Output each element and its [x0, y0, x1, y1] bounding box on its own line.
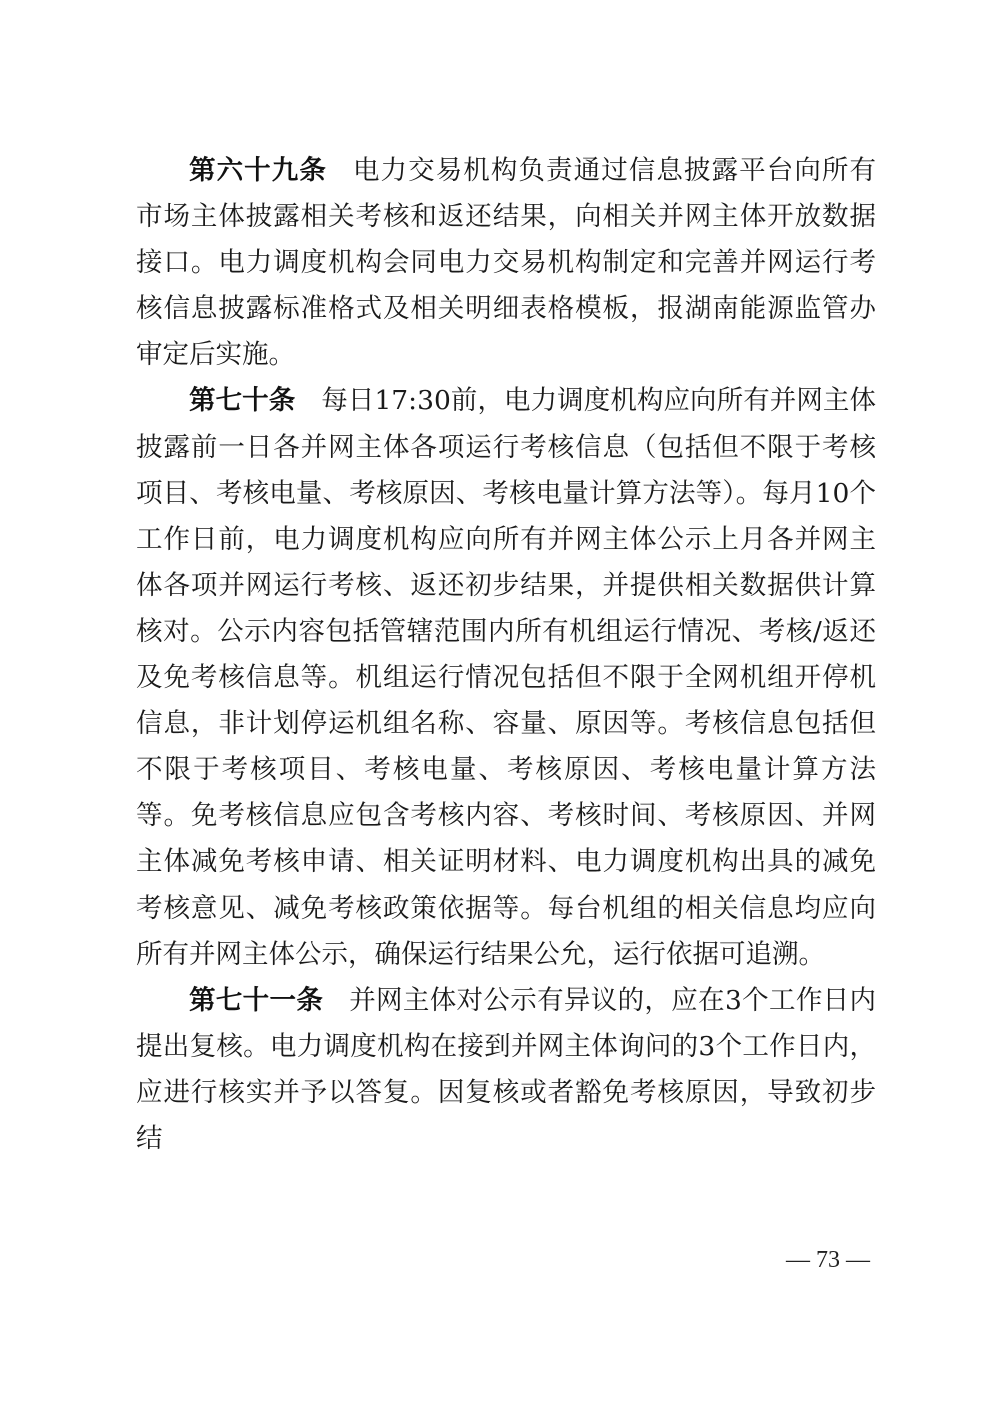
document-body — [136, 148, 876, 1162]
article-69 — [136, 148, 876, 378]
article-71-text: 并网主体对公示有异议的，应在3个工作日内提出复核。电力调度机构在接到并网主体询问的3个工作日内，应进行核实并予以答复。因复核或者豁免考核原因，导致初步结 — [136, 984, 876, 1154]
article-69-heading: 第六十九条 — [189, 155, 327, 186]
article-70 — [136, 378, 876, 977]
article-69-text: 电力交易机构负责通过信息披露平台向所有市场主体披露相关考核和返还结果，向相关并网主体开放数据接口。电力调度机构会同电力交易机构制定和完善并网运行考核信息披露标准格式及相关明细表格模板，报湖南能源监管办审定后实施。 — [136, 155, 877, 371]
article-71 — [136, 978, 876, 1162]
page-number: — 73 — — [786, 1247, 870, 1273]
article-70-heading: 第七十条 — [189, 385, 296, 417]
article-70-text: 每日17:30前，电力调度机构应向所有并网主体披露前一日各并网主体各项运行考核信息（包括但不限于考核项目、考核电量、考核原因、考核电量计算方法等）。每月10个工作日前，电力调度机构应向所有并网主体公示上月各并网主体各项并网运行考核、返还初步结果，并提供相关数据供计算核对。公示内容包括管辖范围内所有机组运行情况、考核/返还及免考核信息等。机组运行情况包括但不限于全网机组开停机信息，非计划停运机组名称、容量、原因等。考核信息包括但不限于考核项目、考核电量、考核原因、考核电量计算方法等。免考核信息应包含考核内容、考核时间、考核原因、并网主体减免考核申请、相关证明材料、电力调度机构出具的减免考核意见、减免考核政策依据等。每台机组的相关信息均应向所有并网主体公示，确保运行结果公允，运行依据可追溯。 — [136, 385, 876, 970]
article-71-heading: 第七十一条 — [189, 984, 324, 1016]
